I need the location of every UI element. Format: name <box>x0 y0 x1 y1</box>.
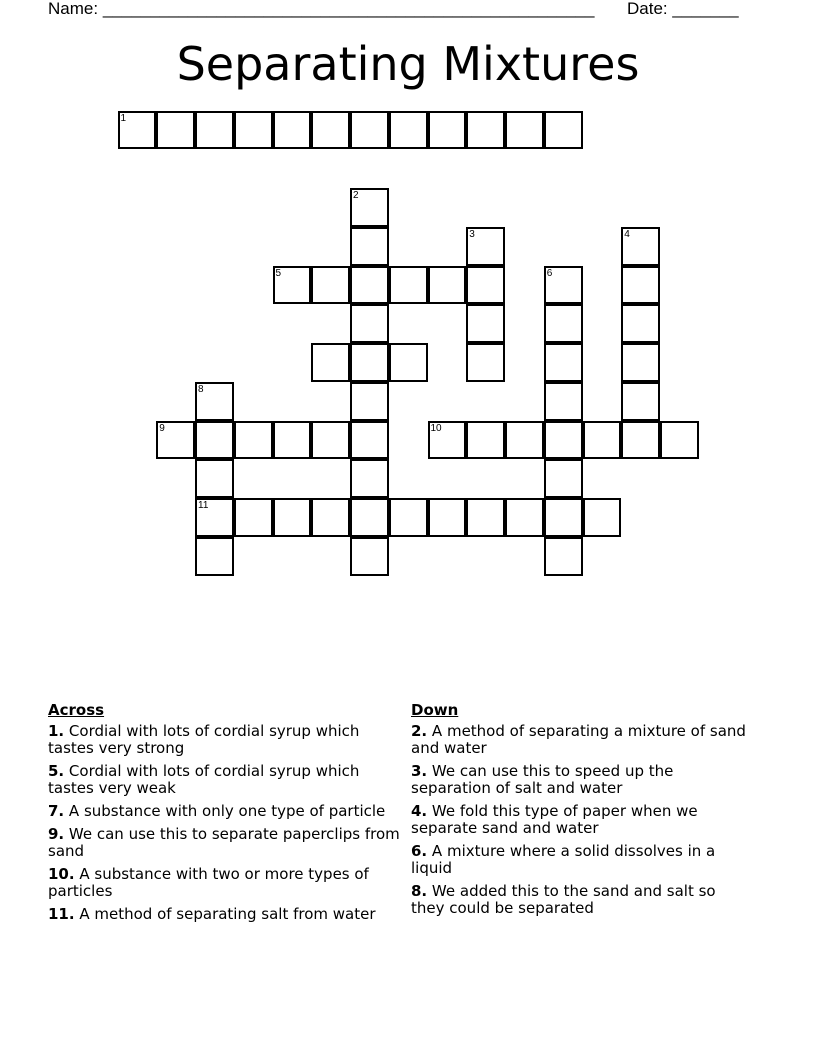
across-clue <box>48 803 400 820</box>
crossword-cell[interactable] <box>311 421 350 460</box>
crossword-cell[interactable] <box>195 537 234 576</box>
across-clue-list <box>48 723 400 923</box>
crossword-cell[interactable] <box>350 498 389 537</box>
date-label: Date: <box>627 0 668 18</box>
crossword-cell[interactable] <box>544 459 583 498</box>
page-title: Separating Mixtures <box>176 37 640 91</box>
crossword-cell[interactable] <box>389 266 428 305</box>
across-clue <box>48 763 400 797</box>
crossword-cell[interactable] <box>195 111 234 150</box>
crossword-cell[interactable] <box>544 111 583 150</box>
down-clue <box>411 803 751 837</box>
clue-num: 9. <box>48 825 65 843</box>
crossword-cell[interactable] <box>311 111 350 150</box>
crossword-cell[interactable] <box>273 111 312 150</box>
crossword-cell[interactable] <box>350 421 389 460</box>
down-clue-list <box>411 723 751 917</box>
across-clue <box>48 826 400 860</box>
crossword-cell[interactable] <box>428 421 467 460</box>
clue-num: 10. <box>48 865 75 883</box>
clue-number: 1 <box>120 112 127 124</box>
down-clue <box>411 843 751 877</box>
clue-text: A substance with only one type of particle <box>68 802 386 820</box>
across-heading: Across <box>48 701 105 719</box>
crossword-cell[interactable] <box>311 498 350 537</box>
date-line[interactable]: _______ <box>672 0 739 18</box>
clue-number: 5 <box>275 267 282 279</box>
across-clues <box>48 702 400 929</box>
crossword-cell[interactable] <box>273 266 312 305</box>
clue-num: 3. <box>411 762 428 780</box>
crossword-cell[interactable] <box>621 421 660 460</box>
clue-number: 9 <box>159 422 165 434</box>
clue-number: 10 <box>430 422 442 434</box>
crossword-cell[interactable] <box>389 111 428 150</box>
crossword-cell[interactable] <box>234 111 273 150</box>
crossword-cell[interactable] <box>544 537 583 576</box>
clue-number: 6 <box>546 267 553 279</box>
crossword-cell[interactable] <box>350 382 389 421</box>
across-clue <box>48 866 400 900</box>
crossword-cell[interactable] <box>544 304 583 343</box>
crossword-cell[interactable] <box>156 421 195 460</box>
crossword-cell[interactable] <box>544 382 583 421</box>
clue-text: A substance with two or more types of particles <box>48 865 369 900</box>
crossword-cell[interactable] <box>311 343 350 382</box>
crossword-cell[interactable] <box>195 459 234 498</box>
crossword-cell[interactable] <box>544 421 583 460</box>
clue-num: 7. <box>48 802 65 820</box>
crossword-cell[interactable] <box>621 382 660 421</box>
crossword-cell[interactable] <box>621 343 660 382</box>
crossword-cell[interactable] <box>505 498 544 537</box>
crossword-cell[interactable] <box>350 111 389 150</box>
across-clue <box>48 906 400 923</box>
crossword-cell[interactable] <box>311 266 350 305</box>
crossword-cell[interactable] <box>428 498 467 537</box>
clue-text: A method of separating a mixture of sand and water <box>411 722 746 757</box>
crossword-cell[interactable] <box>544 343 583 382</box>
clue-text: We can use this to speed up the separation of salt and water <box>411 762 674 797</box>
crossword-cell[interactable] <box>621 266 660 305</box>
clue-text: We added this to the sand and salt so they could be separated <box>411 882 716 917</box>
crossword-cell[interactable] <box>273 498 312 537</box>
clue-text: We can use this to separate paperclips from sand <box>48 825 400 860</box>
clue-num: 1. <box>48 722 65 740</box>
crossword-cell[interactable] <box>621 227 660 266</box>
crossword-cell[interactable] <box>156 111 195 150</box>
crossword-cell[interactable] <box>350 537 389 576</box>
crossword-cell[interactable] <box>466 421 505 460</box>
clue-number: 4 <box>624 228 630 240</box>
crossword-cell[interactable] <box>621 304 660 343</box>
crossword-cell[interactable] <box>350 459 389 498</box>
crossword-cell[interactable] <box>350 343 389 382</box>
crossword-cell[interactable] <box>466 343 505 382</box>
crossword-cell[interactable] <box>234 421 273 460</box>
crossword-cell[interactable] <box>466 266 505 305</box>
crossword-cell[interactable] <box>505 111 544 150</box>
crossword-cell[interactable] <box>350 188 389 227</box>
clue-number: 3 <box>469 228 475 240</box>
clue-num: 5. <box>48 762 65 780</box>
crossword-cell[interactable] <box>389 343 428 382</box>
clue-num: 11. <box>48 905 75 923</box>
clue-text: Cordial with lots of cordial syrup which tastes very weak <box>48 762 360 797</box>
crossword-cell[interactable] <box>428 266 467 305</box>
crossword-cell[interactable] <box>583 421 622 460</box>
clue-number: 2 <box>353 190 359 201</box>
clue-num: 4. <box>411 802 428 820</box>
down-heading: Down <box>411 701 459 719</box>
clue-text: Cordial with lots of cordial syrup which tastes very strong <box>48 722 360 757</box>
crossword-cell[interactable] <box>195 382 234 421</box>
down-clue <box>411 723 751 757</box>
clue-num: 6. <box>411 842 428 860</box>
crossword-cell[interactable] <box>544 266 583 305</box>
crossword-cell[interactable] <box>505 421 544 460</box>
crossword-cell[interactable] <box>350 304 389 343</box>
crossword-cell[interactable] <box>466 227 505 266</box>
crossword-cell[interactable] <box>428 111 467 150</box>
crossword-cell[interactable] <box>350 266 389 305</box>
name-line[interactable]: ____________________________________________________ <box>102 0 595 18</box>
clue-num: 2. <box>411 722 428 740</box>
down-clue <box>411 763 751 797</box>
crossword-cell[interactable] <box>466 304 505 343</box>
crossword-cell[interactable] <box>195 498 234 537</box>
crossword-cell[interactable] <box>466 111 505 150</box>
crossword-cell[interactable] <box>660 421 699 460</box>
crossword-cell[interactable] <box>389 498 428 537</box>
crossword-cell[interactable] <box>350 227 389 266</box>
clue-text: A method of separating salt from water <box>79 905 376 923</box>
crossword-cell[interactable] <box>544 498 583 537</box>
down-clue <box>411 883 751 917</box>
clue-number: 11 <box>198 500 209 511</box>
clue-text: A mixture where a solid dissolves in a liquid <box>411 842 716 877</box>
across-clue <box>48 723 400 757</box>
crossword-cell[interactable] <box>195 421 234 460</box>
crossword-cell[interactable] <box>273 421 312 460</box>
name-label: Name: <box>48 0 99 18</box>
crossword-cell[interactable] <box>583 498 622 537</box>
crossword-cell[interactable] <box>118 111 157 150</box>
clue-num: 8. <box>411 882 428 900</box>
crossword-cell[interactable] <box>234 498 273 537</box>
clue-text: We fold this type of paper when we separate sand and water <box>411 802 698 837</box>
crossword-cell[interactable] <box>466 498 505 537</box>
down-clues <box>411 702 751 923</box>
clue-number: 8 <box>198 383 204 395</box>
